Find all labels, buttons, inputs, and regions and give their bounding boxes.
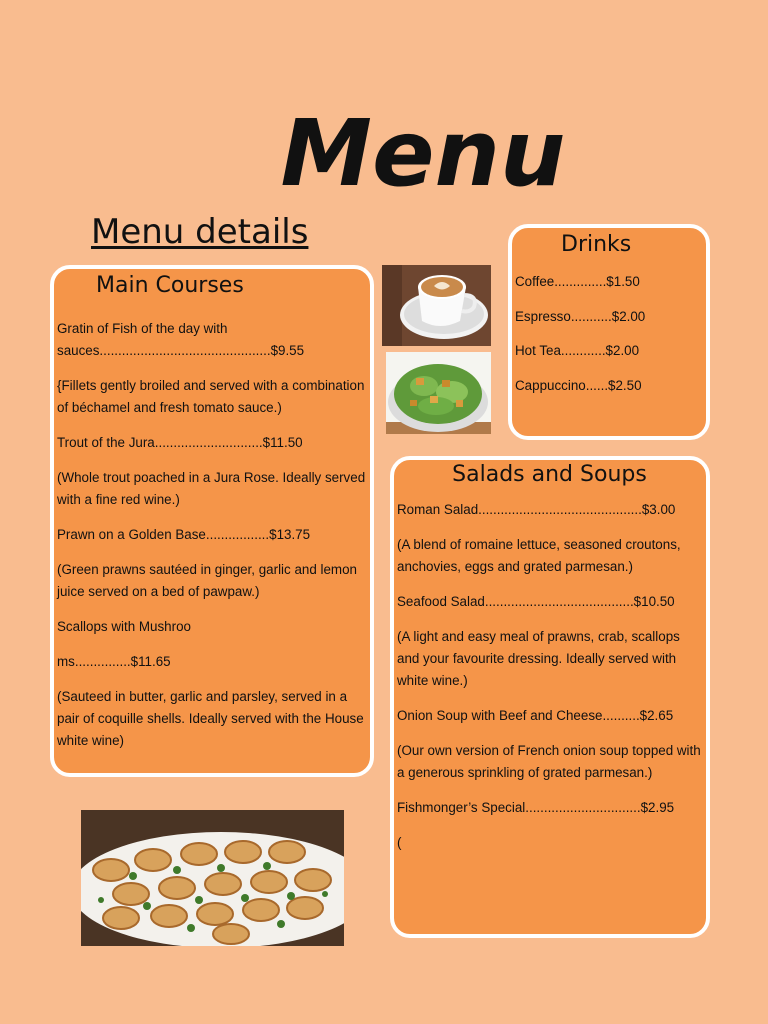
menu-item-description: (Green prawns sautéed in ginger, garlic and lemon juice served on a bed of pawpaw.) [57, 562, 357, 599]
menu-item-description: (Sauteed in butter, garlic and parsley, served in a pair of coquille shells. Ideally served with the House white wine) [57, 689, 364, 748]
menu-item-description: (A blend of romaine lettuce, seasoned croutons, anchovies, eggs and grated parmesan.) [397, 537, 681, 574]
menu-item: Seafood Salad........................................$10.50 [397, 594, 675, 609]
scallops-image [81, 810, 344, 946]
menu-item-description: (A light and easy meal of prawns, crab, scallops and your favourite dressing. Ideally served with white wine.) [397, 629, 680, 688]
menu-item-description: ( [397, 835, 402, 850]
menu-details-heading: Menu details [91, 212, 309, 252]
drink-item: Espresso...........$2.00 [515, 308, 646, 324]
drinks-heading: Drinks [561, 232, 632, 257]
drink-item: Coffee..............$1.50 [515, 274, 640, 289]
drinks-panel [508, 224, 710, 440]
menu-item-description: (Our own version of French onion soup topped with a generous sprinkling of grated parmesan.) [397, 743, 701, 780]
coffee-image [382, 265, 491, 346]
menu-item-price-line: ms...............$11.65 [57, 654, 171, 669]
menu-item: Trout of the Jura.............................$11.50 [57, 435, 303, 450]
salad-image [386, 352, 491, 434]
menu-item: Onion Soup with Beef and Cheese..........$2.65 [397, 708, 674, 723]
salads-soups-heading: Salads and Soups [452, 462, 647, 487]
drink-item: Cappuccino......$2.50 [515, 377, 642, 393]
menu-item: Roman Salad............................................$3.00 [397, 502, 676, 517]
menu-item: Prawn on a Golden Base.................$13.75 [57, 527, 311, 542]
menu-item: Gratin of Fish of the day with sauces..............................................$9.55 [57, 321, 305, 358]
main-courses-panel [50, 265, 374, 777]
menu-item-description: {Fillets gently broiled and served with a combination of béchamel and fresh tomato sauce.) [57, 378, 365, 415]
salads-soups-panel [390, 456, 710, 938]
menu-item-description: (Whole trout poached in a Jura Rose. Ideally served with a fine red wine.) [57, 470, 366, 507]
main-courses-heading: Main Courses [96, 273, 244, 298]
menu-item: Scallops with Mushroo [57, 619, 191, 634]
drink-item: Hot Tea............$2.00 [515, 343, 640, 358]
menu-item: Fishmonger’s Special...............................$2.95 [397, 800, 675, 815]
page-title: Menu [280, 100, 566, 207]
